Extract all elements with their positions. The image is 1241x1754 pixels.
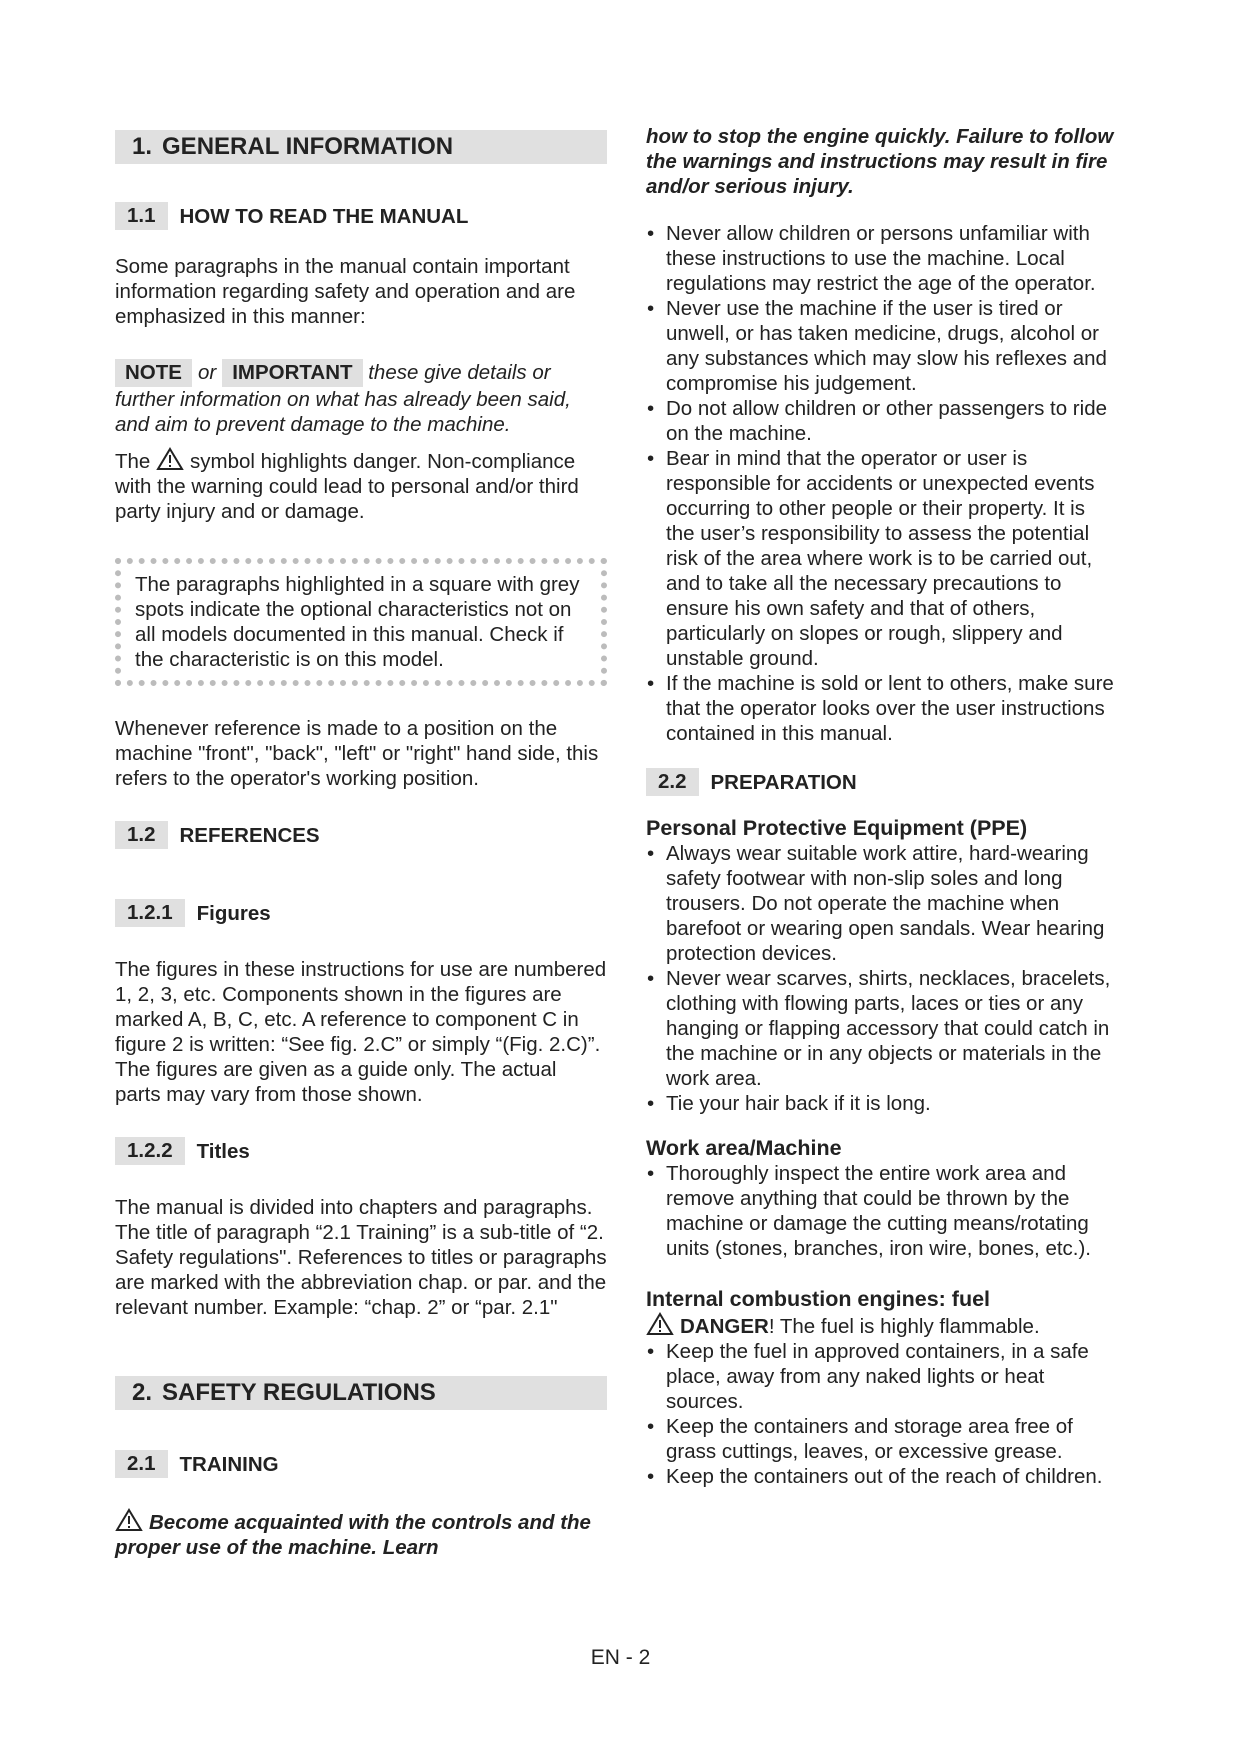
optional-characteristics-box: The paragraphs highlighted in a square with grey spots indicate the optional characteristics not on all models documented in this manual. Check if the characteristic is on this model. [115,558,607,686]
work-area-bullet-list [646,1161,1116,1261]
page-number: EN - 2 [590,1646,651,1669]
list-item: • Keep the fuel in approved containers, in a safe place, away from any naked lights or heat sources. [646,1339,1116,1414]
list-item: • Never allow children or persons unfamiliar with these instructions to use the machine. Local regulations may restrict the age of the operator. [646,221,1116,296]
list-item: • Always wear suitable work attire, hard-wearing safety footwear with non-slip soles and long trousers. Do not operate the machine when barefoot or wearing open sandals. Wear hearing protection devices. [646,841,1116,966]
paragraph-position: Whenever reference is made to a position on the machine "front", "back", "left" or "right" hand side, this refers to the operator's working position. [115,717,599,790]
section-heading-1-2-2: 1.2.2 Titles [115,1137,607,1165]
fuel-subheading: Internal combustion engines: fuel [646,1287,991,1311]
warning-triangle-icon [646,1312,674,1336]
danger-symbol-paragraph: The symbol highlights danger. Non-compliance with the warning could lead to personal and/or third party injury and or damage. [115,447,607,524]
section-heading-2-2: 2.2 PREPARATION [646,768,1116,796]
danger-line: DANGER! The fuel is highly flammable. [646,1312,1116,1339]
chapter-heading-2: 2. SAFETY REGULATIONS [115,1376,607,1410]
chapter-heading-1: 1. GENERAL INFORMATION [115,130,607,164]
important-label: IMPORTANT [222,359,362,387]
warning-triangle-icon [156,447,184,471]
list-item: • Keep the containers out of the reach of children. [646,1464,1116,1489]
ppe-bullet-list [646,841,1116,1116]
ppe-subheading: Personal Protective Equipment (PPE) [646,816,1028,840]
paragraph-figures: The figures in these instructions for use are numbered 1, 2, 3, etc. Components shown in the figures are marked A, B, C, etc. A reference to component C in figure 2 is written: “See fig. 2.C” or simply “(Fig. 2.C)”. The figures are given as a guide only. The actual parts may vary from those shown. [115,958,607,1106]
left-column [115,118,607,1560]
list-item: • Keep the containers and storage area free of grass cuttings, leaves, or excessive grease. [646,1414,1116,1464]
list-item: • Bear in mind that the operator or user is responsible for accidents or unexpected events occurring to other people or their property. It is the user’s responsibility to assess the potential risk of the area where work is to be carried out, and to take all the necessary precautions to ensure his own safety and that of others, particularly on slopes or rough, slippery and unstable ground. [646,446,1116,671]
paragraph-intro: Some paragraphs in the manual contain important information regarding safety and operation and are emphasized in this manner: [115,255,576,328]
danger-label: DANGER [680,1315,769,1338]
note-label: NOTE [115,359,192,387]
list-item: • If the machine is sold or lent to others, make sure that the operator looks over the user instructions contained in this manual. [646,671,1116,746]
paragraph-titles: The manual is divided into chapters and paragraphs. The title of paragraph “2.1 Training” is a sub-title of “2. Safety regulations". References to titles or paragraphs are marked with the abbreviation chap. or par. and the relevant number. Example: “chap. 2” or “par. 2.1" [115,1196,607,1319]
work-area-subheading: Work area/Machine [646,1136,842,1160]
warning-triangle-icon [115,1508,143,1532]
note-important-paragraph: NOTE or IMPORTANT these give details or further information on what has already been said, and aim to prevent damage to the machine. [115,361,571,436]
section-heading-1-1: 1.1 HOW TO READ THE MANUAL [115,202,607,230]
training-warning-continued: how to stop the engine quickly. Failure to follow the warnings and instructions may result in fire and/or serious injury. [646,125,1114,198]
list-item: • Tie your hair back if it is long. [646,1091,1116,1116]
fuel-bullet-list [646,1339,1116,1489]
training-bullet-list [646,221,1116,746]
training-warning: Become acquainted with the controls and the proper use of the machine. Learn [115,1508,607,1560]
right-column [646,124,1116,1489]
section-heading-1-2-1: 1.2.1 Figures [115,899,607,927]
list-item: • Never use the machine if the user is tired or unwell, or has taken medicine, drugs, alcohol or any substances which may slow his reflexes and compromise his judgement. [646,296,1116,396]
section-heading-2-1: 2.1 TRAINING [115,1450,607,1478]
list-item: • Thoroughly inspect the entire work area and remove anything that could be thrown by the machine or damage the cutting means/rotating units (stones, branches, iron wire, bones, etc.). [646,1161,1116,1261]
list-item: • Do not allow children or other passengers to ride on the machine. [646,396,1116,446]
section-heading-1-2: 1.2 REFERENCES [115,821,607,849]
list-item: • Never wear scarves, shirts, necklaces, bracelets, clothing with flowing parts, laces or ties or any hanging or flapping accessory that could catch in the machine or in any objects or materials in the work area. [646,966,1116,1091]
